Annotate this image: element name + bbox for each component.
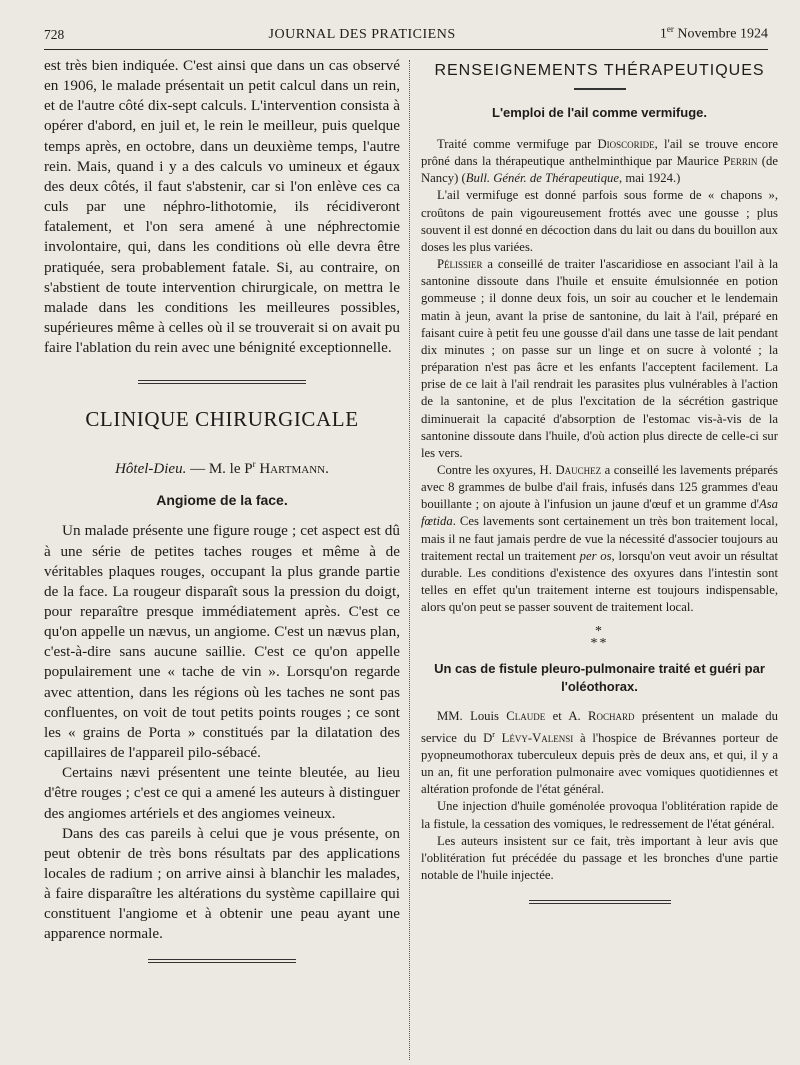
author-pelissier: Pélissier <box>437 257 483 272</box>
column-divider <box>409 60 410 1060</box>
author-dauchez: Dauchez <box>555 462 602 477</box>
asterism <box>421 624 778 652</box>
subtitle-name: Hartmann. <box>255 461 329 478</box>
author-claude: Claude <box>506 709 546 724</box>
ail-p1-text-c: (de Nancy) ( <box>421 154 779 186</box>
lecture-subtitle <box>44 454 400 479</box>
subtitle-sup: r <box>252 459 256 470</box>
section-rule <box>574 88 626 90</box>
author-rochard: Rochard <box>588 709 635 724</box>
ail-p1-text-a: Traité comme vermifuge par <box>437 137 598 151</box>
end-rule-2 <box>148 959 296 963</box>
end-rule <box>138 380 306 384</box>
right-column <box>421 56 778 904</box>
fistule-p1-text-d: à l'hospice de Brévannes porteur de pyopneumothorax tuberculeux depuis près de deux ans, et qui, il y a un an, fit une perforation pulmonaire avec vomiques quotidiennes et altération profonde de l'état général. <box>421 730 778 797</box>
article-title-ail: L'emploi de l'ail comme vermifuge. <box>492 105 707 120</box>
continuation-paragraph: est très bien indiquée. C'est ainsi que dans un cas observé en 1906, le malade présentait un petit calcul dans un rein, et de l'autre côté dix-sept calculs. L'intervention consista à opérer d'abord, en juil et, le rein le meilleur, puis quelque temps après, en octobre, dans un deuxième temps, l'autre rein. Mais, quand i y a des calculs vo umineux et égaux des deux côtés, il faut s'abstenir, car si l'on enlève ces ca culs par une néphro-lithotomie, ils récidiveront fatalement, et l'on sera amené à une néphrectomie involontaire, qui, dans les conditions où elle devra être pratiquée, sera probablement fatale. Si, au contraire, on s'abstient de toute intervention chirurgicale, on mettra le malade dans les conditions les meilleures possibles, supérieures même à celles où il se trouverait si on avait pu faire l'ablation du rein avec une bénignité exceptionnelle. <box>44 57 400 357</box>
ail-p3-text: a conseillé de traiter l'ascaridiose en associant l'ail à la santonine dissoute dans l'huile et ensuite émulsionnée en potion gommeuse ; il donne deux fois, un soir au coucher et le lendemain matin à jeun, avant la prise de santonine, du lait à l'ail, préparé en faisant cuire à petit feu une gousse d'ail dans une tasse de lait pendant dix minutes ; on passe sur un linge et on sucre à volonté ; la préparation n'est pas âcre et les enfants l'acceptent facilement. La prise de ce lait à l'ail rendrait les parasites plus vulnérables à l'action de la santonine, et de plus l'excitation de la sécrétion gastrique diminuerait la capacité d'absorption de l'estomac vis-à-vis de la santonine dissoute dans l'huile, d'où action plus directe de celle-ci sur les vers. <box>421 257 778 460</box>
ail-paragraph-2: L'ail vermifuge est donné parfois sous forme de « chapons », croûtons de pain vigoureusement frottés avec une gousse ; plus souvent il est donné en décoction dans du lait ou dans du bouillon aux doses les plus variées. <box>421 188 778 254</box>
ail-p1-text-d: , mai 1924.) <box>619 171 681 186</box>
author-levy-valensi: Lévy-Valensi <box>494 730 574 745</box>
fistule-paragraph-3: Les auteurs insistent sur ce fait, très important à leur avis que l'oblitération fut précédée du passage et les bronches d'une partie notable de l'huile injectée. <box>421 833 778 883</box>
subtitle-dash: — M. le P <box>186 461 253 478</box>
ail-paragraph-3 <box>421 256 778 462</box>
angiome-paragraph-2: Certains nævi présentent une teinte bleutée, au lieu d'être rouges ; c'est ce qui a amené les auteurs à distinguer des angiomes artériels et des angiomes veineux. <box>44 764 400 822</box>
ail-p4-text-b: a conseillé les lavements préparés avec 8 grammes de bulbe d'ail frais, infusés dans 125 grammes d'eau bouillante ; on ajoute à l'infusion un jaune d'œuf et un gramme d' <box>421 462 778 512</box>
ail-paragraph-1 <box>421 136 778 187</box>
subtitle-place: Hôtel-Dieu. <box>115 461 187 478</box>
ail-p4-text-a: Contre les oxyures, H. <box>437 462 556 477</box>
ail-p4-asa: Asa fœtida <box>421 497 778 529</box>
fistule-p1-text-b: et A. <box>545 709 589 724</box>
left-column <box>44 56 400 963</box>
asterism-top: * <box>595 624 604 640</box>
fistule-p1-text-a: MM. Louis <box>437 709 507 724</box>
fistule-paragraph-1 <box>421 708 778 798</box>
journal-title: JOURNAL DES PRATICIENS <box>268 27 456 42</box>
asterism-bottom: ** <box>590 636 609 652</box>
end-rule-3 <box>529 900 671 904</box>
author-perrin: Perrin <box>723 154 758 169</box>
page-number: 728 <box>44 27 65 42</box>
author-dioscoride: Dioscoride <box>597 137 655 151</box>
ail-p4-text-d: , lorsqu'on veut avoir un résultat durable. Les conditions d'existence des oxyures dans l'intestin sont telles en effet qu'un traitement interne est toujours indispensable, alors qu'on peut se passer souvent de traitement local. <box>421 548 778 615</box>
section-title-clinique: CLINIQUE CHIRURGICALE <box>85 407 359 432</box>
fistule-p1-text-c: présentent un malade du service du D <box>421 709 778 745</box>
fistule-paragraph-2: Une injection d'huile goménolée provoqua l'oblitération rapide de la fistule, la cessation des vomiques, le redressement de l'état général. <box>421 799 778 831</box>
article-title-fistule: Un cas de fistule pleuro-pulmonaire traité et guéri par l'oléothorax. <box>434 661 765 695</box>
angiome-paragraph-3: Dans des cas pareils à celui que je vous présente, on peut obtenir de très bons résultats par des applications locales de radium ; on arrive ainsi à blanchir les malades, à faire disparaître les altérations du système capillaire qui constituent l'angiome et à obtenir une peau ayant une apparence normale. <box>44 824 400 943</box>
ail-p1-reference: Bull. Génér. de Thérapeutique <box>465 171 620 186</box>
page-header <box>44 16 768 50</box>
ail-p4-text-c: . Ces lavements sont certainement un très bon traitement local, mais il ne faut jamais perdre de vue la nécessité d'associer toujours au traitement rectal un traitement <box>421 514 778 563</box>
article-title-angiome: Angiome de la face. <box>156 492 288 509</box>
issue-date-sup: er <box>666 24 674 35</box>
issue-date-rest: Novembre 1924 <box>673 27 768 42</box>
ail-p4-per-os: per os <box>579 548 612 563</box>
angiome-paragraph-1: Un malade présente une figure rouge ; cet aspect est dû à une série de petites taches rouges et même à de véritables plaques rouges, occupant la plus grande partie de la face. La rougeur disparaît sous la pression du doigt, pour reparaître presque immédiatement après. C'est ce qu'on appelle un nævus, un angiome. C'est un nævus plan, c'est-à-dire sans aucune saillie. C'est ce qu'on appelle populairement une « tache de vin ». Lorsqu'on regarde avec attention, dans les régions où les taches ne sont pas confluentes, on voit de tout petits points rouges ; ce sont les « grains de Porta » constitués par la dilatation des capillaires de l'appareil pilo-sébacé. <box>44 522 400 762</box>
section-title-renseignements: RENSEIGNEMENTS THÉRAPEUTIQUES <box>434 62 765 79</box>
issue-date <box>660 24 768 43</box>
ail-paragraph-4 <box>421 462 778 616</box>
issue-date-day: 1 <box>659 27 667 42</box>
ail-p1-text-b: , l'ail se trouve encore prôné dans la thérapeutique anthelminthique par Maurice <box>421 137 778 169</box>
fistule-p1-sup: r <box>492 729 495 739</box>
